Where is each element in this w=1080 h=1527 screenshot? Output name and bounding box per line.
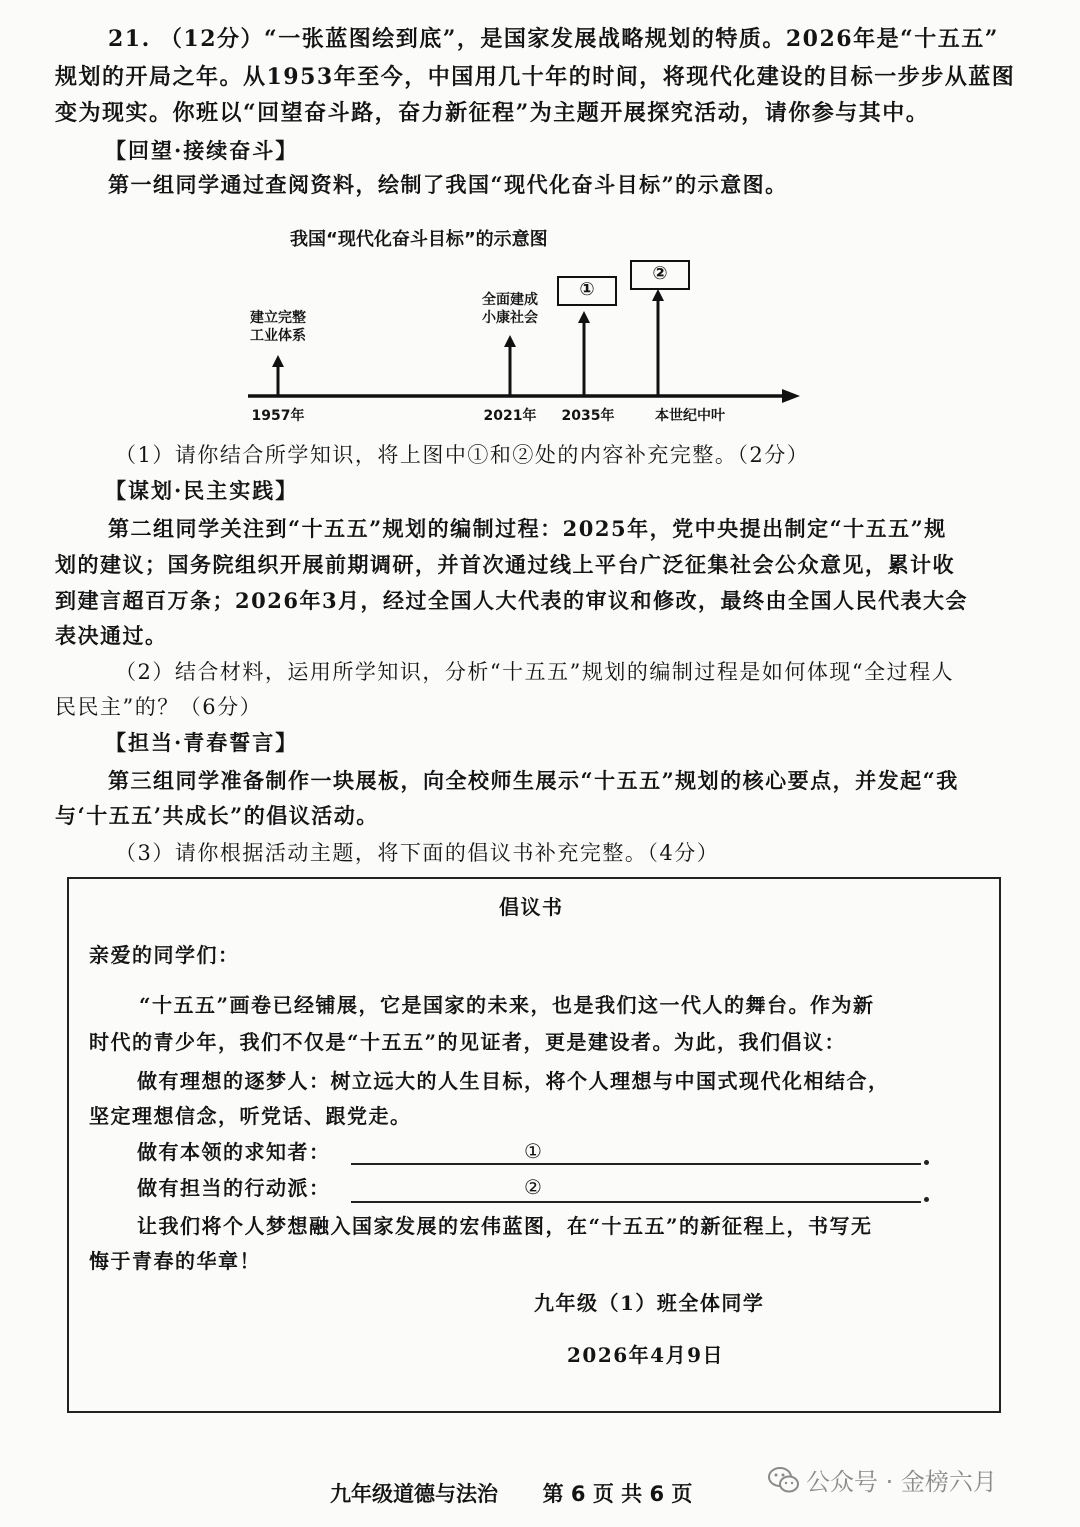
footer-subject: 九年级道德与法治 (330, 1482, 498, 1506)
blank-box-1: ① (557, 276, 617, 306)
section3-line-1: 第三组同学准备制作一块展板，向全校师生展示“十五五”规划的核心要点，并发起“我 (108, 768, 959, 793)
arrowhead-1957 (272, 355, 284, 367)
page-footer (330, 1478, 692, 1508)
proposal-closing-line1: 让我们将个人梦想融入国家发展的宏伟蓝图，在“十五五”的新征程上，书写无 (137, 1214, 873, 1238)
year-label-2021: 2021年 (483, 408, 537, 424)
proposal-item2-label: 做有本领的求知者： (137, 1140, 331, 1164)
proposal-item1-line1: 做有理想的逐梦人：树立远大的人生目标，将个人理想与中国式现代化相结合， (137, 1069, 890, 1093)
section1-text: 第一组同学通过查阅资料，绘制了我国“现代化奋斗目标”的示意图。 (108, 172, 788, 197)
answer-blank-2[interactable] (351, 1201, 921, 1203)
wechat-icon (768, 1466, 800, 1494)
proposal-letter-box (67, 877, 1001, 1413)
proposal-date: 2026年4月9日 (567, 1343, 724, 1367)
blank-box-2: ② (630, 260, 690, 290)
proposal-closing-line2: 悔于青春的华章！ (89, 1249, 261, 1273)
question-2-line-2: 民民主”的？（6分） (55, 695, 263, 719)
timeline-diagram (220, 215, 820, 435)
year-label-mid-century: 本世纪中叶 (655, 408, 725, 424)
period-dot-2 (924, 1197, 929, 1202)
proposal-title: 倡议书 (499, 895, 564, 919)
watermark-text: 公众号 · 金榜六月 (806, 1468, 997, 1496)
answer-blank-1[interactable] (351, 1163, 921, 1165)
event-label-2021 (460, 291, 560, 327)
proposal-para1-line2: 时代的青少年，我们不仅是“十五五”的见证者，更是建设者。为此，我们倡议： (89, 1030, 847, 1054)
event-label-2021-line1: 全面建成 (482, 292, 538, 308)
year-label-1957: 1957年 (251, 408, 305, 424)
proposal-item1-line2: 坚定理想信念，听党话、跟党走。 (89, 1104, 412, 1128)
proposal-item3-label: 做有担当的行动派： (137, 1176, 331, 1200)
section2-title: 【谋划·民主实践】 (105, 478, 299, 503)
section2-line-4: 表决通过。 (55, 623, 168, 648)
answer-blank-2-number: ② (524, 1175, 542, 1199)
question-line-1: 21. （12分）“一张蓝图绘到底”，是国家发展战略规划的特质。2026年是“十五五” (108, 26, 999, 52)
proposal-para1-line1: “十五五”画卷已经铺展，它是国家的未来，也是我们这一代人的舞台。作为新 (139, 993, 875, 1017)
answer-blank-1-number: ① (524, 1139, 542, 1163)
question-3: （3）请你根据活动主题，将下面的倡议书补充完整。（4分） (115, 841, 720, 865)
question-2-line-1: （2）结合材料，运用所学知识，分析“十五五”规划的编制过程是如何体现“全过程人 (115, 660, 955, 684)
section3-line-2: 与‘十五五’共成长”的倡议活动。 (55, 803, 379, 828)
event-label-1957 (228, 309, 328, 345)
section2-line-1: 第二组同学关注到“十五五”规划的编制过程：2025年，党中央提出制定“十五五”规 (108, 516, 947, 541)
timeline-axis-arrow (782, 389, 800, 403)
year-label-2035: 2035年 (561, 408, 615, 424)
proposal-greeting: 亲爱的同学们： (89, 943, 240, 967)
footer-page-number: 第 6 页 共 6 页 (542, 1482, 693, 1506)
section2-line-3: 到建言超百万条；2026年3月，经过全国人大代表的审议和修改，最终由全国人民代表大会 (55, 588, 969, 613)
arrowhead-2035 (578, 311, 590, 323)
diagram-title: 我国“现代化奋斗目标”的示意图 (290, 229, 548, 250)
event-label-1957-line1: 建立完整 (250, 310, 306, 326)
event-label-2021-line2: 小康社会 (482, 310, 538, 326)
section1-title: 【回望·接续奋斗】 (105, 138, 299, 163)
arrowhead-2021 (504, 335, 516, 347)
question-line-2: 规划的开局之年。从1953年至今，中国用几十年的时间，将现代化建设的目标一步步从蓝图 (55, 64, 1016, 90)
section2-line-2: 划的建议；国务院组织开展前期调研，并首次通过线上平台广泛征集社会公众意见，累计收 (55, 552, 955, 577)
question-line-3: 变为现实。你班以“回望奋斗路，奋力新征程”为主题开展探究活动，请你参与其中。 (55, 100, 930, 126)
proposal-signature: 九年级（1）班全体同学 (534, 1291, 765, 1315)
wechat-watermark (768, 1462, 997, 1497)
period-dot-1 (924, 1160, 929, 1165)
section3-title: 【担当·青春誓言】 (105, 730, 299, 755)
question-1: （1）请你结合所学知识，将上图中①和②处的内容补充完整。（2分） (115, 443, 810, 467)
arrowhead-mid-century (652, 289, 664, 301)
event-label-1957-line2: 工业体系 (250, 328, 306, 344)
